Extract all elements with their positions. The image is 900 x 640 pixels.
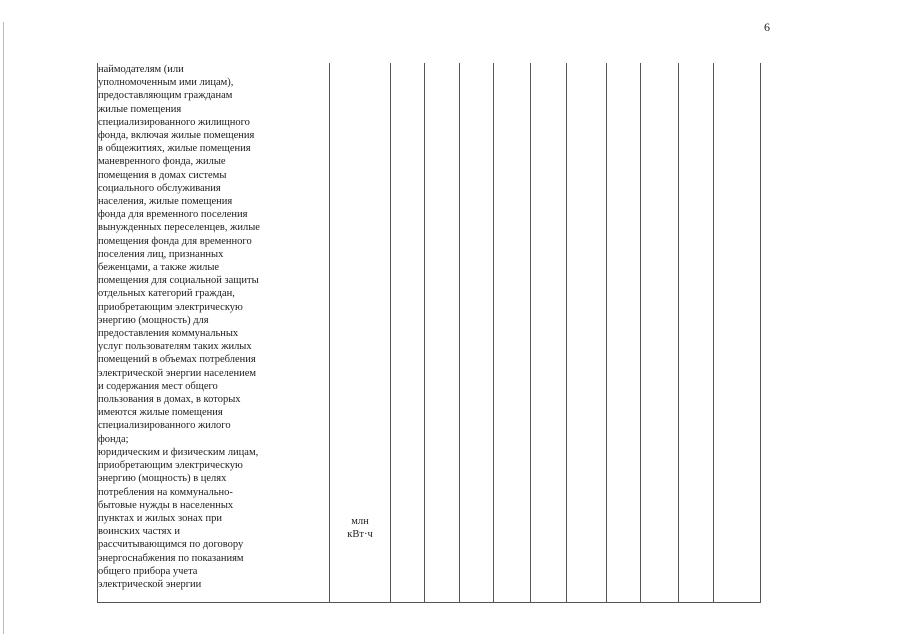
consumer-category-cell (98, 63, 330, 603)
value-cell-1 (391, 63, 425, 603)
value-cell-5 (531, 63, 567, 603)
value-cell-7 (607, 63, 641, 603)
value-cell-2 (425, 63, 460, 603)
value-cell-6 (567, 63, 607, 603)
tariff-table (97, 63, 761, 603)
table-row (98, 63, 761, 603)
value-cell-3 (460, 63, 494, 603)
value-cell-10 (714, 63, 761, 603)
unit-cell (330, 63, 391, 603)
scan-edge-line (3, 22, 4, 634)
unit-text: млн кВт·ч (347, 516, 373, 540)
consumer-category-text: наймодателям (или уполномоченным ими лицам), предоставляющим гражданам жилые помещения специализированного жилищного фонда, включая жилые помещения в общежитиях, жилые помещения маневренного фонда, жилые помещения в домах системы социального обслуживания населения, жилые помещения фонда для временного поселения вынужденных переселенцев, жилые помещения фонда для временного поселения лиц, признанных беженцами, а также жилые помещения для социальной защиты отдельных категорий граждан, приобретающим электрическую энергию (мощность) для предоставления коммунальных услуг пользователям таких жилых помещений в объемах потребления электрической энергии населением и содержания мест общего пользования в домах, в которых имеются жилые помещения специализированного жилого фонда; юридическим и физическим лицам, приобретающим электрическую энергию (мощность) в целях потребления на коммунально- бытовые нужды в населенных пунктах и жилых зонах при воинских частях и рассчитывающимся по договору энергоснабжения по показаниям общего прибора учета электрической энергии (98, 64, 260, 590)
value-cell-9 (679, 63, 714, 603)
value-cell-4 (494, 63, 531, 603)
value-cell-8 (641, 63, 679, 603)
page-number: 6 (764, 20, 770, 34)
